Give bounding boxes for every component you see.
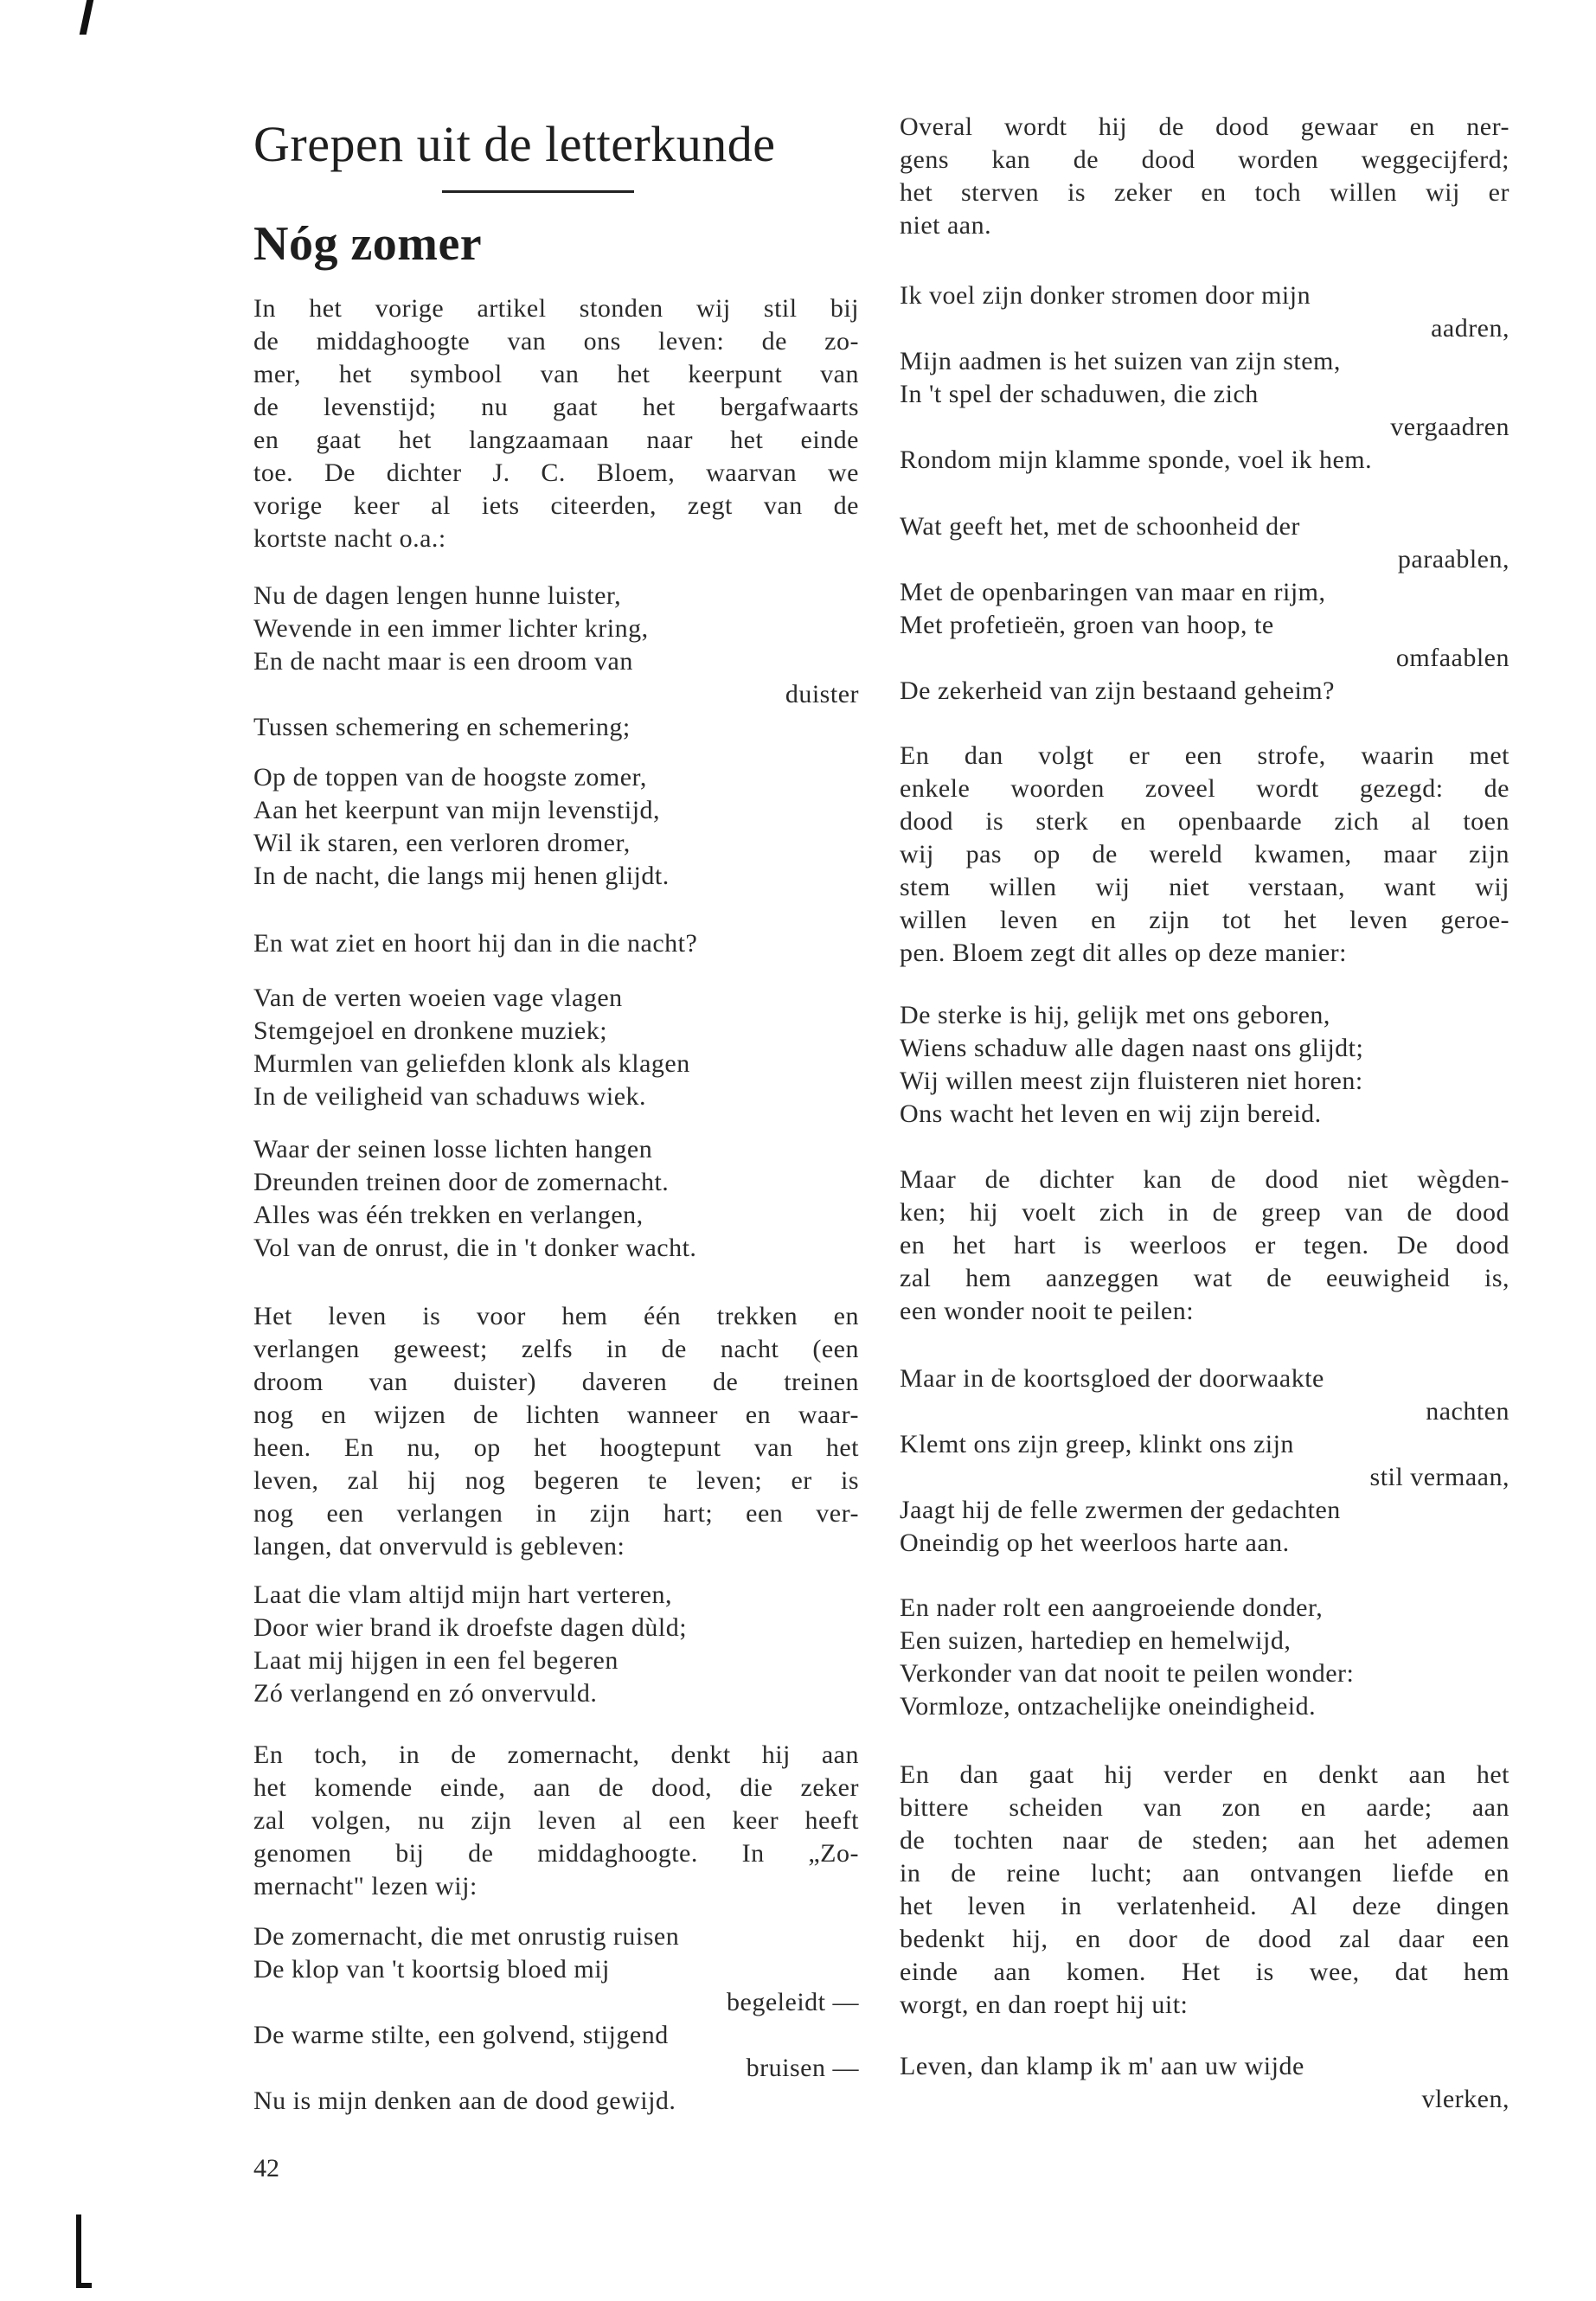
poem-stanza: De zomernacht, die met onrustig ruisen De klop van 't koortsig bloed mij begeleidt — De warme stilte, een golvend, stijgend bruisen — Nu is mijn denken aan de dood gewijd.: [253, 1922, 859, 2115]
paragraph: En toch, in de zomernacht, denkt hij aan het komende einde, aan de dood, die zeker zal volgen, nu zijn leven al een keer heeft genomen bij de middaghoogte. In „Zo- mernacht" lezen wij:: [253, 1740, 859, 1900]
poem-stanza: Wat geeft het, met de schoonheid der paraablen, Met de openbaringen van maar en rijm, Met profetieën, groen van hoop, te omfaablen De zekerheid van zijn bestaand geheim?: [900, 512, 1509, 705]
paragraph: Overal wordt hij de dood gewaar en ner- gens kan de dood worden weggecijferd; het sterven is zeker en toch willen wij er niet aan.: [900, 112, 1509, 240]
scan-corner-mark-bottom: [76, 2214, 81, 2288]
title-rule: [442, 190, 634, 193]
poem-stanza: Leven, dan klamp ik m' aan uw wijde vlerken,: [900, 2052, 1509, 2113]
poem-stanza: Waar der seinen losse lichten hangen Dreunden treinen door de zomernacht. Alles was één trekken en verlangen, Vol van de onrust, die in 't donker wacht.: [253, 1135, 697, 1262]
page-number: 42: [253, 2154, 279, 2182]
poem-stanza: Op de toppen van de hoogste zomer, Aan het keerpunt van mijn levenstijd, Wil ik staren, een verloren dromer, In de nacht, die langs mij henen glijdt.: [253, 763, 670, 890]
section-title: Grepen uit de letterkunde: [253, 116, 776, 172]
poem-stanza: Nu de dagen lengen hunne luister, Wevende in een immer lichter kring, En de nacht maar is een droom van duister Tussen schemering en schemering;: [253, 581, 859, 741]
poem-stanza: Maar in de koortsgloed der doorwaakte nachten Klemt ons zijn greep, klinkt ons zijn stil vermaan, Jaagt hij de felle zwermen der gedachten Oneindig op het weerloos harte aan.: [900, 1364, 1509, 1557]
poem-stanza: Ik voel zijn donker stromen door mijn aadren, Mijn aadmen is het suizen van zijn stem, In 't spel der schaduwen, die zich vergaadren Rondom mijn klamme sponde, voel ik hem.: [900, 281, 1509, 474]
scan-corner-mark-top: [80, 0, 94, 35]
paragraph: Het leven is voor hem één trekken en verlangen geweest; zelfs in de nacht (een droom van duister) daveren de treinen nog en wijzen de lichten wanneer en waar- heen. En nu, op het hoogtepunt van het leven, zal hij nog begeren te leven; er is nog een verlangen in zijn hart; een ver- langen, dat onvervuld is gebleven:: [253, 1302, 859, 1561]
poem-stanza: Laat die vlam altijd mijn hart verteren, Door wier brand ik droefste dagen dùld; Laat mij hijgen in een fel begeren Zó verlangend en zó onvervuld.: [253, 1580, 688, 1708]
poem-stanza: En nader rolt een aangroeiende donder, Een suizen, hartediep en hemelwijd, Verkonder van dat nooit te peilen wonder: Vormloze, ontzachelijke oneindigheid.: [900, 1593, 1355, 1721]
paragraph: En dan gaat hij verder en denkt aan het bittere scheiden van zon en aarde; aan de tochten naar de steden; aan het ademen in de reine lucht; aan ontvangen liefde en het leven in verlatenheid. Al deze dingen bedenkt hij, en door de dood zal daar een einde aan komen. Het is wee, dat hem worgt, en dan roept hij uit:: [900, 1760, 1509, 2019]
poem-stanza: Van de verten woeien vage vlagen Stemgejoel en dronkene muziek; Murmlen van geliefden klonk als klagen In de veiligheid van schaduws wiek.: [253, 984, 690, 1111]
paragraph: Maar de dichter kan de dood niet wègden- ken; hij voelt zich in de greep van de dood en het hart is weerloos er tegen. De dood zal hem aanzeggen wat de eeuwigheid is, een wonder nooit te peilen:: [900, 1165, 1509, 1325]
paragraph: En dan volgt er een strofe, waarin met enkele woorden zoveel wordt gezegd: de dood is sterk en openbaarde zich al toen wij pas op de wereld kwamen, maar zijn stem willen wij niet verstaan, want wij willen leven en zijn tot het leven geroe- pen. Bloem zegt dit alles op deze manier:: [900, 741, 1509, 967]
paragraph: In het vorige artikel stonden wij stil bij de middaghoogte van ons leven: de zo- mer, het symbool van het keerpunt van de levenstijd; nu gaat het bergafwaarts en gaat het langzaamaan naar het einde toe. De dichter J. C. Bloem, waarvan we vorige keer al iets citeerden, zegt van de kortste nacht o.a.:: [253, 294, 859, 553]
poem-stanza: De sterke is hij, gelijk met ons geboren, Wiens schaduw alle dagen naast ons glijdt; Wij willen meest zijn fluisteren niet horen: Ons wacht het leven en wij zijn bereid.: [900, 1001, 1364, 1128]
paragraph: En wat ziet en hoort hij dan in die nacht?: [253, 929, 698, 958]
article-title: Nóg zomer: [253, 217, 483, 271]
